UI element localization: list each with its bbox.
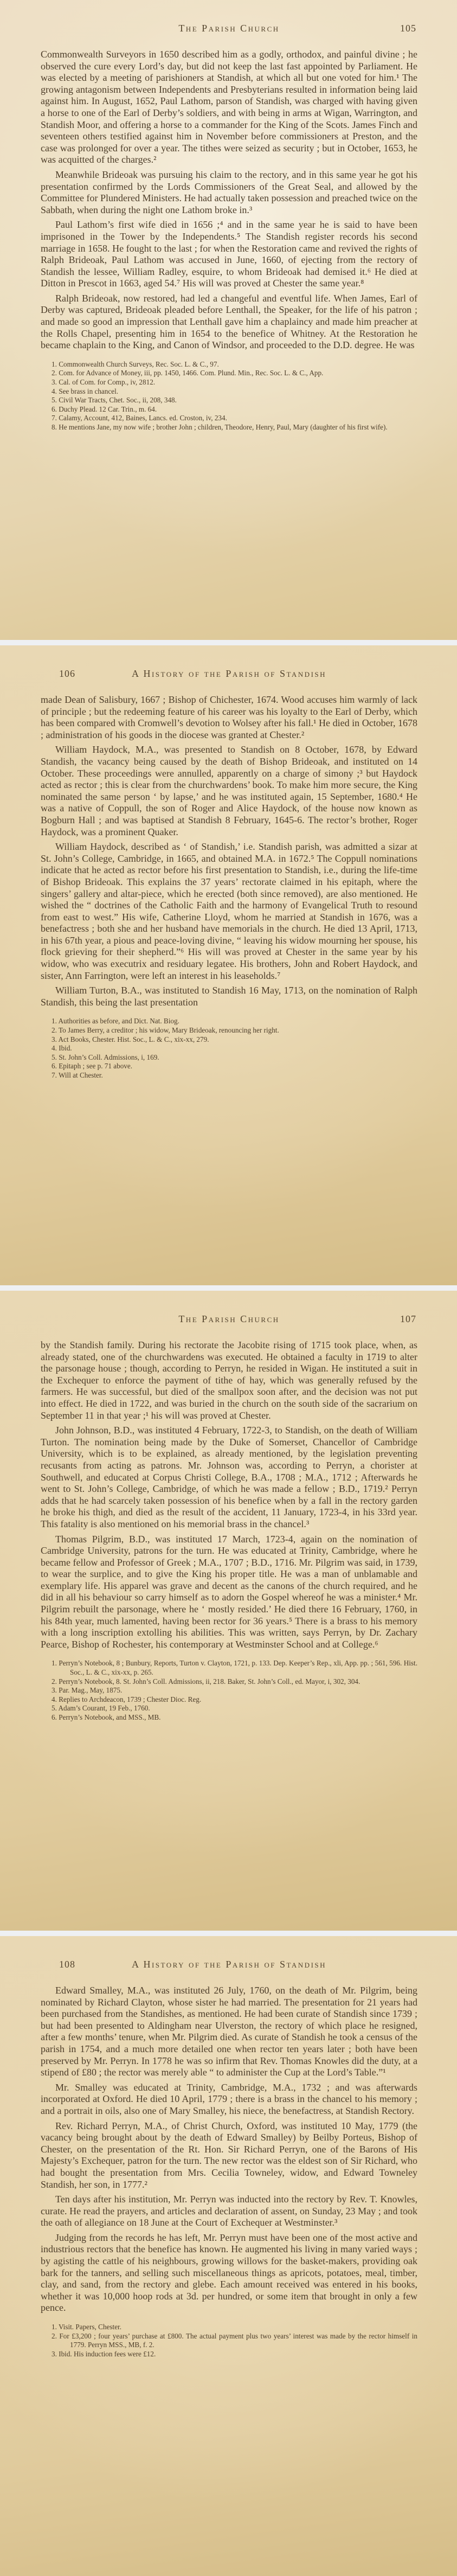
paragraph: Rev. Richard Perryn, M.A., of Christ Church, Oxford, was instituted 10 May, 1779 (the vacancy being brought about by the death of Edward Smalley) by Beilby Porteus, Bishop of Chester, on the presentation of the Rt. Hon. Sir Richard Perryn, one of the Barons of His Majesty’s Exchequer, patron for the turn. The new rector was the eldest son of Sir Richard, who had bought the presentation from Mrs. Cecilia Towneley, widow, and Edward Towneley Standish, her son, in 1777.² <box>41 2120 417 2190</box>
footnotes <box>41 360 417 432</box>
paragraph: William Haydock, described as ‘ of Standish,’ i.e. Standish parish, was admitted a sizar at St. John’s College, Cambridge, in 1665, and obtained M.A. in 1672.⁵ The Coppull nominations indicate that he acted as rector before his first presentation to Standish, i.e., during the life-time of Bishop Brideoak. This explains the 37 years’ rectorate claimed in his epitaph, where the singers’ gallery and altar-piece, which he erected (both since removed), are also mentioned. He wished the “ doctrines of the Catholic Faith and the harmony of Evangelical Truth to resound from east to west.” His wife, Catherine Lloyd, whom he married at Standish in 1676, was a benefactress ; both she and her husband have memorials in the church. He died 13 April, 1713, in his 67th year, a pious and peace-loving divine, “ leaving his widow mourning her spouse, his flock grieving for their shepherd.”⁶ His will was proved at Chester in the same year by his widow, who was executrix and residuary legatee. His brothers, John and Robert Haydock, and sister, Ann Farrington, were left an interest in his leaseholds.⁷ <box>41 841 417 981</box>
paragraph: Edward Smalley, M.A., was instituted 26 July, 1760, on the death of Mr. Pilgrim, being nominated by Richard Clayton, whose sister he had married. The presentation for 21 years had been purchased from the Standishes, as mentioned. He had been curate of Standish since 1739 ; but had been presented to Aldingham near Ulverston, the rectory of which place he resigned, after a few months’ tenure, when Mr. Pilgrim died. As curate of Standish he took a census of the parish in 1754, and a much more detailed one when rector ten years later ; both have been preserved by Mr. Perryn. In 1778 he was so infirm that Rev. Thomas Knowles did the duty, at a stipend of £80 ; the rector was merely able “ to administer the Cup at the Lord’s Table.”¹ <box>41 1985 417 2078</box>
footnote: 3. Cal. of Com. for Comp., iv, 2812. <box>52 378 156 387</box>
page-number: 105 <box>400 23 416 34</box>
paragraph: made Dean of Salisbury, 1667 ; Bishop of Chichester, 1674. Wood accuses him warmly of lack of principle ; but the redeeming feature of his career was his loyalty to the Earl of Derby, which has been compared with Cromwell’s devotion to Wolsey after his fall.¹ He died in October, 1678 ; administration of his goods in the diocese was granted at Chester.² <box>41 694 417 740</box>
footnote: 4. Replies to Archdeacon, 1739 ; Chester Dioc. Reg. <box>52 1695 202 1703</box>
paragraph: William Turton, B.A., was instituted to Standish 16 May, 1713, on the nomination of Ralph Standish, this being the last presentation <box>41 985 417 1008</box>
footnote: 2. To James Berry, a creditor ; his widow, Mary Brideoak, renouncing her right. <box>52 1026 279 1035</box>
paragraph: William Haydock, M.A., was presented to Standish on 8 October, 1678, by Edward Standish, the vacancy being caused by the death of Bishop Brideoak, and instituted on 14 October. These proceedings were annulled, apparently on a charge of simony ;³ but Haydock acted as rector ; this is clear from the churchwardens’ book. To make him more secure, the King nominated the same person ‘ by lapse,’ and he was instituted again, 15 September, 1680.⁴ He was a native of Coppull, the son of Roger and Alice Haydock, of the house now known as Bogburn Hall ; and was baptised at Standish 8 February, 1645-6. The rector’s brother, Roger Haydock, was a prominent Quaker. <box>41 744 417 837</box>
page-header <box>41 668 417 681</box>
footnotes <box>41 2323 417 2359</box>
paragraph: Paul Lathom’s first wife died in 1656 ;⁴ and in the same year he is said to have been imprisoned in the Tower by the Independents.⁵ The Standish register records his second marriage in 1658. He fought to the last ; for when the Restoration came and revived the rights of Ralph Brideoak, Paul Lathom was accused in June, 1660, of ejecting from the rectory of Standish the lessee, William Radley, esquire, to whom Brideoak had demised it.⁶ He died at Ditton in Prescot in 1663, aged 54.⁷ His will was proved at Chester the same year.⁸ <box>41 219 417 289</box>
footnote: 7. Will at Chester. <box>52 1071 103 1079</box>
page-107 <box>0 1291 457 1931</box>
footnote: 5. Adam’s Courant, 19 Feb., 1760. <box>52 1704 150 1713</box>
footnote: 1. Visit. Papers, Chester. <box>52 2323 122 2331</box>
footnote: 6. Epitaph ; see p. 71 above. <box>52 1062 133 1071</box>
paragraph: Ralph Brideoak, now restored, had led a changeful and eventful life. When James, Earl of Derby was captured, Brideoak pleaded before Lenthall, the Speaker, for the life of his patron ; and made so good an impression that Lenthall gave him a chaplaincy and made him preacher at the Rolls Chapel, presenting him in 1654 to the benefice of Whitney. At the Restoration he became chaplain to the King, and Canon of Windsor, and proceeded to the D.D. degree. He was <box>41 292 417 351</box>
paragraph: John Johnson, B.D., was instituted 4 February, 1722-3, to Standish, on the death of William Turton. The nomination being made by the Duke of Somerset, Chancellor of Cambridge University, which is to be explained, as already mentioned, by the legislation preventing recusants from acting as patrons. Mr. Johnson was, according to Perryn, a chorister at Southwell, and educated at Corpus Christi College, B.A., 1708 ; M.A., 1712 ; Afterwards he went to St. John’s College, Cambridge, of which he was made a fellow ; B.D., 1719.² Perryn adds that he had scarcely taken possession of his benefice when by a fall in the rectory garden he broke his thigh, and died as the result of the accident, 11 January, 1723-4, in his 33rd year. This fatality is also mentioned on his memorial brass in the chancel.³ <box>41 1425 417 1529</box>
footnote: 3. Act Books, Chester. Hist. Soc., L. & C., xix-xx, 279. <box>52 1035 209 1043</box>
page-number: 106 <box>59 668 75 679</box>
paragraph: Ten days after his institution, Mr. Perryn was inducted into the rectory by Rev. T. Knowles, curate. He read the prayers, and articles and declaration of assent, on Sunday, 23 May ; and took the oath of allegiance on 18 June at the Court of Exchequer at Westminster.³ <box>41 2194 417 2228</box>
page-header <box>41 23 417 36</box>
paragraph: Commonwealth Surveyors in 1650 described him as a godly, orthodox, and painful divine ; he observed the cure every Lord’s day, but did not keep the last fast appointed by Parliament. He was elected by a meeting of parishioners at Standish, at which all but one voted for him.¹ The growing antagonism between Independents and Presbyterians resulted in information being laid against him. In August, 1652, Paul Lathom, parson of Standish, was charged with having given a horse to one of the Earl of Derby’s soldiers, and with being in arms at Wigan, Warrington, and Standish Moor, and offering a horse to a commander for the King of the Scots. James Finch and seventeen others testified against him in November before commissioners at Preston, and the case was prolonged for over a year. The tithes were seized as security ; but in October, 1653, he was acquitted of the charges.² <box>41 49 417 165</box>
footnote: 2. Com. for Advance of Money, iii, pp. 1450, 1466. Com. Plund. Min., Rec. Soc. L. & C., App. <box>52 369 324 377</box>
page-108 <box>0 1936 457 2576</box>
page-body <box>41 1985 417 2314</box>
page-header <box>41 1313 417 1327</box>
footnote: 5. Civil War Tracts, Chet. Soc., ii, 208, 348. <box>52 396 177 405</box>
page-body <box>41 1340 417 1650</box>
page-body <box>41 49 417 351</box>
running-title: A History of the Parish of Standish <box>131 1959 327 1970</box>
footnote: 1. Perryn’s Notebook, 8 ; Bunbury, Reports, Turton v. Clayton, 1721, p. 133. Dep. Keeper’s Rep., xli, App. pp. ; 561, 596. Hist. Soc., L. & C., xix-xx, p. 265. <box>52 1659 417 1677</box>
footnote: 3. Par. Mag., May, 1875. <box>52 1686 123 1695</box>
running-title: The Parish Church <box>178 23 280 34</box>
paragraph: Judging from the records he has left, Mr. Perryn must have been one of the most active and industrious rectors that the benefice has known. He augmented his living in many varied ways ; by agisting the cattle of his neighbours, growing willows for the basket-makers, providing oak bark for the tanners, and selling such miscellaneous things as apricots, potatoes, meal, timber, clay, and sand, from the rectory and glebe. Each amount received was entered in his books, whether it was 10,000 hoop rods at 3d. per hundred, or some item that brought in only a few pence. <box>41 2232 417 2314</box>
paragraph: by the Standish family. During his rectorate the Jacobite rising of 1715 took place, when, as already stated, one of the churchwardens was executed. He obtained a faculty in 1719 to alter the parsonage house ; though, according to Perryn, he resided in Wigan. He instituted a suit in the Exchequer to enforce the payment of tithe of hay, which was generally refused by the farmers. He was successful, but died of the smallpox soon after, and the decision was not put into effect. He died in 1722, and was buried in the church on the south side of the sacrarium on September 11 in that year ;¹ his will was proved at Chester. <box>41 1340 417 1421</box>
page-number: 108 <box>59 1959 75 1970</box>
page-header <box>41 1959 417 1972</box>
footnote: 4. Ibid. <box>52 1044 72 1053</box>
page-number: 107 <box>400 1313 416 1324</box>
footnote: 8. He mentions Jane, my now wife ; brother John ; children, Theodore, Henry, Paul, Mary (daughter of his first wife). <box>52 423 388 431</box>
footnote: 1. Commonwealth Church Surveys, Rec. Soc. L. & C., 97. <box>52 360 219 368</box>
paragraph: Thomas Pilgrim, B.D., was instituted 17 March, 1723-4, again on the nomination of Cambridge University, patrons for the turn. He was educated at Trinity, Cambridge, where he became fellow and Professor of Greek ; M.A., 1707 ; B.D., 1716. Mr. Pilgrim was said, in 1739, to wear the surplice, and to give the King his proper title. He was a man of unblamable and exemplary life. His apparel was grave and decent as the canons of the church required, and he did in all his behaviour so carry himself as to adorn the Gospel whereof he was a minister.⁴ Mr. Pilgrim rebuilt the parsonage, where he ‘ mostly resided.’ He died there 16 February, 1760, in his 84th year, much lamented, having been rector for 36 years.⁵ There is a brass to his memory with a long inscription extolling his abilities. This was written, says Perryn, by Dr. Zachary Pearce, Bishop of Rochester, his contemporary at Westminster School and at College.⁶ <box>41 1533 417 1650</box>
footnote: 3. Ibid. His induction fees were £12. <box>52 2349 156 2358</box>
running-title: The Parish Church <box>178 1313 280 1324</box>
footnote: 4. See brass in chancel. <box>52 387 119 395</box>
footnote: 5. St. John’s Coll. Admissions, i, 169. <box>52 1053 159 1061</box>
footnote: 7. Calamy, Account, 412, Baines, Lancs. ed. Croston, iv, 234. <box>52 414 227 422</box>
running-title: A History of the Parish of Standish <box>131 668 327 679</box>
footnote: 6. Perryn’s Notebook, and MSS., MB. <box>52 1713 161 1721</box>
page-body <box>41 694 417 1008</box>
footnotes <box>41 1017 417 1080</box>
paragraph: Meanwhile Brideoak was pursuing his claim to the rectory, and in this same year he got his presentation confirmed by the Lords Commissioners of the Great Seal, and allowed by the Committee for Plundered Ministers. He had actually taken possession and preached twice on the Sabbath, when during the night one Lathom broke in.³ <box>41 169 417 215</box>
paragraph: Mr. Smalley was educated at Trinity, Cambridge, M.A., 1732 ; and was afterwards incorporated at Oxford. He died 10 April, 1779 ; there is a brass in the chancel to his memory ; and a portrait in oils, also one of Mary Smalley, his niece, the benefactress, at Standish Rectory. <box>41 2081 417 2116</box>
footnote: 2. For £3,200 ; four years’ purchase at £800. The actual payment plus two years’ interest was made by the rector himself in 1779. Perryn MSS., MB, f. 2. <box>52 2331 417 2349</box>
page-105 <box>0 0 457 640</box>
page-106 <box>0 645 457 1285</box>
footnote: 6. Duchy Plead. 12 Car. Trin., m. 64. <box>52 405 157 413</box>
footnote: 2. Perryn’s Notebook, 8. St. John’s Coll. Admissions, ii, 218. Baker, St. John’s Coll., ed. Mayor, i, 302, 304. <box>52 1677 361 1686</box>
footnotes <box>41 1659 417 1722</box>
footnote: 1. Authorities as before, and Dict. Nat. Biog. <box>52 1017 179 1026</box>
